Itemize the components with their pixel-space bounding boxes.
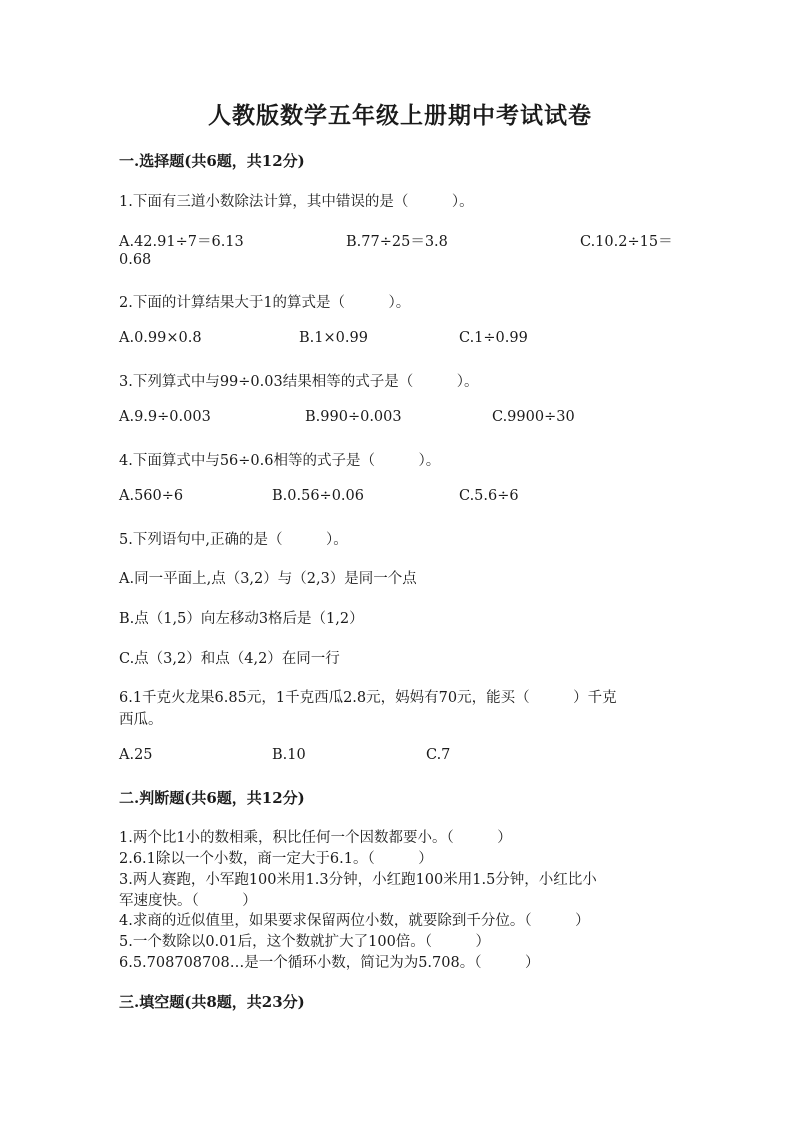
- section-heading-fill: 三.填空题(共8题，共23分): [119, 993, 305, 1011]
- judge-item-4: 4.求商的近似值里，如果要求保留两位小数，就要除到千分位。（ ）: [119, 913, 590, 929]
- q5-option-a: A.同一平面上,点（3,2）与（2,3）是同一个点: [119, 571, 417, 587]
- q4-option-b: B.0.56÷0.06: [272, 488, 364, 504]
- page-title: 人教版数学五年级上册期中考试试卷: [208, 102, 592, 129]
- q1-option-c: C.10.2÷15＝: [580, 234, 673, 250]
- q6-option-a: A.25: [119, 747, 153, 763]
- q1-option-a: A.42.91÷7＝6.13: [119, 234, 244, 250]
- q1-option-b: B.77÷25＝3.8: [346, 234, 448, 250]
- q3-option-a: A.9.9÷0.003: [119, 409, 211, 425]
- q6-option-c: C.7: [426, 747, 451, 763]
- q5-option-c: C.点（3,2）和点（4,2）在同一行: [119, 651, 340, 667]
- question-2: 2.下面的计算结果大于1的算式是（ ）。: [119, 295, 411, 311]
- question-6-line-1: 6.1千克火龙果6.85元，1千克西瓜2.8元，妈妈有70元，能买（ ）千克: [119, 690, 617, 706]
- q2-option-a: A.0.99×0.8: [119, 330, 202, 346]
- q2-option-b: B.1×0.99: [299, 330, 368, 346]
- q5-option-b: B.点（1,5）向左移动3格后是（1,2）: [119, 611, 364, 627]
- q1-option-c-cont: 0.68: [119, 252, 152, 268]
- q4-option-c: C.5.6÷6: [459, 488, 519, 504]
- q2-option-c: C.1÷0.99: [459, 330, 528, 346]
- question-3: 3.下列算式中与99÷0.03结果相等的式子是（ ）。: [119, 374, 479, 390]
- q3-option-b: B.990÷0.003: [305, 409, 402, 425]
- question-6-line-2: 西瓜。: [119, 712, 163, 728]
- q4-option-a: A.560÷6: [119, 488, 184, 504]
- question-1: 1.下面有三道小数除法计算，其中错误的是（ ）。: [119, 194, 474, 210]
- q3-option-c: C.9900÷30: [492, 409, 575, 425]
- judge-item-3: 3.两人赛跑，小军跑100米用1.3分钟，小红跑100米用1.5分钟，小红比小: [119, 872, 597, 888]
- judge-item-3-cont: 军速度快。（ ）: [119, 893, 257, 909]
- question-4: 4.下面算式中与56÷0.6相等的式子是（ ）。: [119, 453, 441, 469]
- section-heading-judge: 二.判断题(共6题，共12分): [119, 789, 305, 807]
- judge-item-2: 2.6.1除以一个小数，商一定大于6.1。（ ）: [119, 851, 433, 867]
- judge-item-1: 1.两个比1小的数相乘，积比任何一个因数都要小。（ ）: [119, 830, 512, 846]
- judge-item-5: 5.一个数除以0.01后，这个数就扩大了100倍。（ ）: [119, 934, 491, 950]
- question-5: 5.下列语句中,正确的是（ ）。: [119, 532, 348, 548]
- judge-item-6: 6.5.708708708…是一个循环小数，简记为为5.708。（ ）: [119, 955, 540, 971]
- section-heading-choice: 一.选择题(共6题，共12分): [119, 152, 305, 170]
- q6-option-b: B.10: [272, 747, 306, 763]
